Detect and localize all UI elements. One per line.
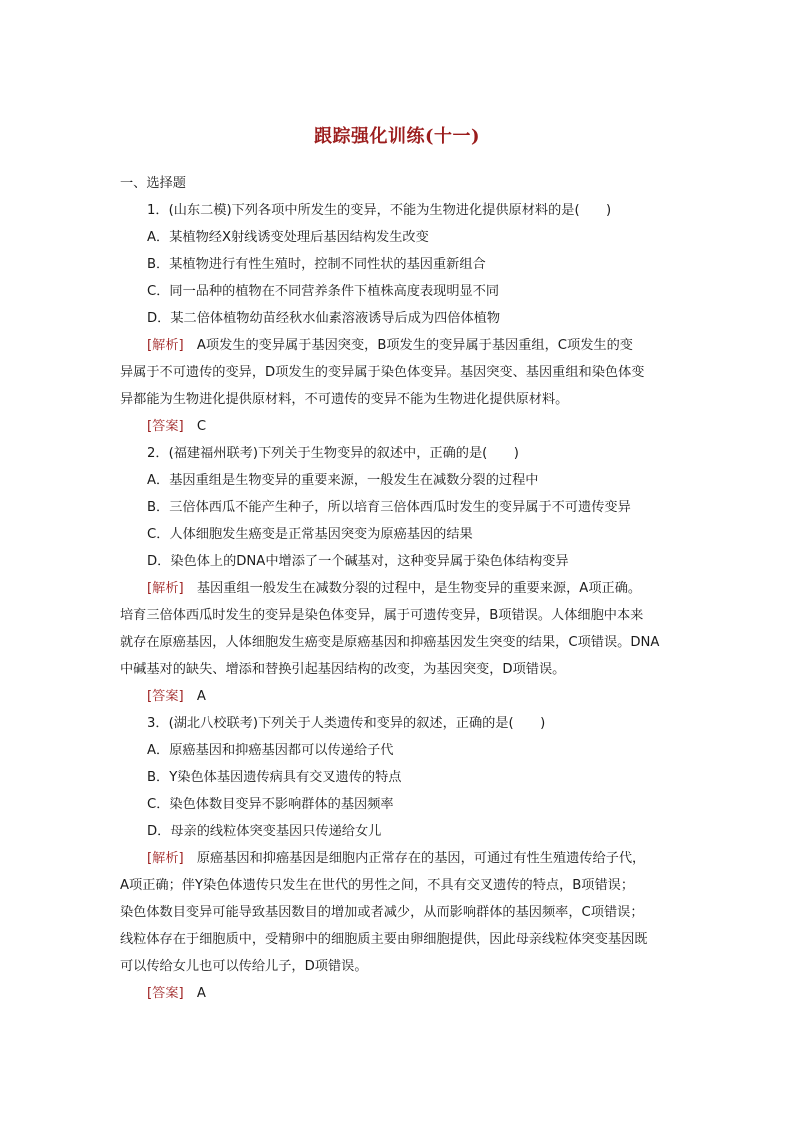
answer-value: A — [183, 986, 206, 1001]
option-d: D．染色体上的DNA中增添了一个碱基对，这种变异属于染色体结构变异 — [147, 554, 569, 569]
analysis-line — [120, 845, 690, 872]
section-heading: 一、选择题 — [120, 176, 186, 191]
analysis-line — [120, 332, 690, 359]
question-stem: 3．(湖北八校联考)下列关于人类遗传和变异的叙述，正确的是( ) — [147, 716, 546, 731]
analysis-line: A项正确；伴Y染色体遗传只发生在世代的男性之间，不具有交叉遗传的特点，B项错误； — [120, 878, 635, 893]
answer-line — [120, 980, 690, 1007]
question-2 — [120, 440, 690, 710]
option-a: A．原癌基因和抑癌基因都可以传递给子代 — [147, 743, 394, 758]
option-c: C．同一品种的植物在不同营养条件下植株高度表现明显不同 — [147, 284, 500, 299]
analysis-line: 培育三倍体西瓜时发生的变异是染色体变异，属于可遗传变异，B项错误。人体细胞中本来 — [120, 608, 644, 623]
option-d: D．母亲的线粒体突变基因只传递给女儿 — [147, 824, 382, 839]
page-title: 跟踪强化训练(十一) — [313, 126, 481, 147]
option-b: B．某植物进行有性生殖时，控制不同性状的基因重新组合 — [147, 257, 486, 272]
analysis-line: 可以传给女儿也可以传给儿子，D项错误。 — [120, 959, 368, 974]
analysis-line: 异属于不可遗传的变异，D项发生的变异属于染色体变异。基因突变、基因重组和染色体变 — [120, 365, 645, 380]
analysis-line: 线粒体存在于细胞质中，受精卵中的细胞质主要由卵细胞提供，因此母亲线粒体突变基因既 — [120, 932, 648, 947]
answer-tag: [答案] — [147, 689, 184, 704]
option-b: B．Y染色体基因遗传病具有交叉遗传的特点 — [147, 770, 402, 785]
option-c: C．人体细胞发生癌变是正常基因突变为原癌基因的结果 — [147, 527, 473, 542]
analysis-tag: [解析] — [147, 851, 184, 866]
option-b: B．三倍体西瓜不能产生种子，所以培育三倍体西瓜时发生的变异属于不可遗传变异 — [147, 500, 631, 515]
option-a: A．某植物经X射线诱变处理后基因结构发生改变 — [147, 230, 429, 245]
document-body — [120, 170, 690, 1007]
answer-value: C — [183, 419, 207, 434]
option-a: A．基因重组是生物变异的重要来源，一般发生在减数分裂的过程中 — [147, 473, 539, 488]
question-3 — [120, 710, 690, 1007]
analysis-tag: [解析] — [147, 581, 184, 596]
analysis-text: 原癌基因和抑癌基因是细胞内正常存在的基因，可通过有性生殖遗传给子代， — [183, 851, 646, 866]
question-1 — [120, 197, 690, 440]
analysis-line: 中碱基对的缺失、增添和替换引起基因结构的改变，为基因突变，D项错误。 — [120, 662, 566, 677]
option-d: D．某二倍体植物幼苗经秋水仙素溶液诱导后成为四倍体植物 — [147, 311, 501, 326]
analysis-line: 染色体数目变异可能导致基因数目的增加或者减少，从而影响群体的基因频率，C项错误； — [120, 905, 644, 920]
question-stem: 2．(福建福州联考)下列关于生物变异的叙述中，正确的是( ) — [147, 446, 519, 461]
analysis-tag: [解析] — [147, 338, 184, 353]
answer-tag: [答案] — [147, 986, 184, 1001]
analysis-line: 异都能为生物进化提供原材料，不可遗传的变异不能为生物进化提供原材料。 — [120, 392, 569, 407]
answer-line — [120, 413, 690, 440]
analysis-line — [120, 575, 690, 602]
option-c: C．染色体数目变异不影响群体的基因频率 — [147, 797, 394, 812]
analysis-text: 基因重组一般发生在减数分裂的过程中，是生物变异的重要来源，A项正确。 — [183, 581, 642, 596]
answer-tag: [答案] — [147, 419, 184, 434]
analysis-line: 就存在原癌基因，人体细胞发生癌变是原癌基因和抑癌基因发生突变的结果，C项错误。DNA — [120, 635, 660, 650]
answer-value: A — [183, 689, 206, 704]
analysis-text: A项发生的变异属于基因突变，B项发生的变异属于基因重组，C项发生的变 — [183, 338, 633, 353]
question-stem: 1．(山东二模)下列各项中所发生的变异，不能为生物进化提供原材料的是( ) — [147, 203, 612, 218]
answer-line — [120, 683, 690, 710]
